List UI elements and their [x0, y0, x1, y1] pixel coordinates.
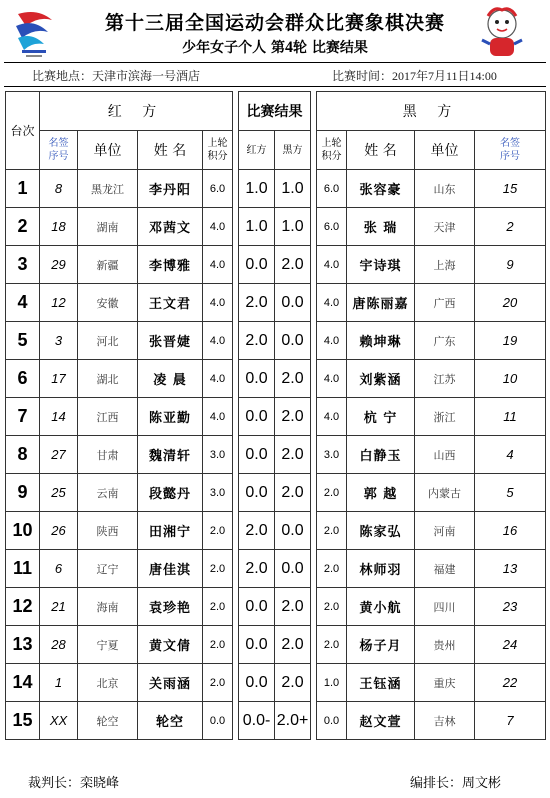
red-result: 0.0: [239, 664, 275, 702]
red-prev-header: [203, 131, 233, 170]
red-unit: 江西: [78, 398, 138, 436]
red-seed: 6: [40, 550, 78, 588]
red-player-name: 王文君: [138, 284, 203, 322]
red-seed: 29: [40, 246, 78, 284]
table-row: [6, 474, 546, 512]
red-player-name: 唐佳淇: [138, 550, 203, 588]
red-seed: 3: [40, 322, 78, 360]
red-player-name: 李博雅: [138, 246, 203, 284]
red-player-name: 李丹阳: [138, 170, 203, 208]
table-no: 6: [6, 360, 40, 398]
black-result-header: 黑方: [275, 131, 311, 170]
subtitle-prefix: 少年女子个人 第: [182, 40, 285, 56]
table-no: 15: [6, 702, 40, 740]
black-prev-score: 2.0: [317, 550, 347, 588]
red-prev-score: 4.0: [203, 246, 233, 284]
black-unit: 四川: [415, 588, 475, 626]
red-unit: 安徽: [78, 284, 138, 322]
black-prev-score: 4.0: [317, 398, 347, 436]
red-name-header: 姓 名: [138, 131, 203, 170]
table-row: [6, 246, 546, 284]
red-result: 2.0: [239, 550, 275, 588]
black-unit: 上海: [415, 246, 475, 284]
red-seed: 18: [40, 208, 78, 246]
red-result: 2.0: [239, 284, 275, 322]
red-unit: 黑龙江: [78, 170, 138, 208]
black-player-name: 白静玉: [347, 436, 415, 474]
black-seed: 11: [475, 398, 546, 436]
table-row: [6, 702, 546, 740]
red-unit: 宁夏: [78, 626, 138, 664]
black-prev-header-label: 上轮积分: [321, 138, 342, 162]
black-unit: 福建: [415, 550, 475, 588]
red-unit-header: 单位: [78, 131, 138, 170]
red-prev-score: 3.0: [203, 436, 233, 474]
red-player-name: 黄文倩: [138, 626, 203, 664]
black-prev-score: 2.0: [317, 588, 347, 626]
red-player-name: 陈亚勤: [138, 398, 203, 436]
black-player-name: 黄小航: [347, 588, 415, 626]
table-row: [6, 284, 546, 322]
red-player-name: 轮空: [138, 702, 203, 740]
red-unit: 陕西: [78, 512, 138, 550]
black-player-name: 王钰涵: [347, 664, 415, 702]
black-prev-score: 2.0: [317, 626, 347, 664]
black-prev-score: 4.0: [317, 360, 347, 398]
red-seed: 12: [40, 284, 78, 322]
table-row: [6, 588, 546, 626]
red-prev-header-label: 上轮积分: [207, 138, 228, 162]
red-result: 0.0: [239, 588, 275, 626]
red-prev-score: 4.0: [203, 398, 233, 436]
time-text: 比赛时间：2017年7月11日14:00: [332, 69, 497, 83]
red-seed: XX: [40, 702, 78, 740]
red-unit: 湖北: [78, 360, 138, 398]
table-no: 10: [6, 512, 40, 550]
black-seed: 10: [475, 360, 546, 398]
red-result: 0.0: [239, 398, 275, 436]
table-row: [6, 208, 546, 246]
black-prev-header: [317, 131, 347, 170]
red-seed: 26: [40, 512, 78, 550]
table-row: [6, 626, 546, 664]
black-unit: 重庆: [415, 664, 475, 702]
black-prev-score: 1.0: [317, 664, 347, 702]
result-header: 比赛结果: [239, 92, 311, 131]
black-seed: 7: [475, 702, 546, 740]
black-prev-score: 6.0: [317, 170, 347, 208]
red-result: 0.0: [239, 474, 275, 512]
black-result: 2.0: [275, 398, 311, 436]
header-rule: [4, 62, 546, 63]
page-title: 第十三届全国运动会群众比赛象棋决赛: [104, 12, 445, 34]
red-unit: 河北: [78, 322, 138, 360]
red-unit: 辽宁: [78, 550, 138, 588]
red-seed: 28: [40, 626, 78, 664]
black-seed-header-label: 名签序号: [500, 138, 521, 162]
page-header: [0, 0, 550, 62]
black-name-header: 姓 名: [347, 131, 415, 170]
red-result: 0.0: [239, 246, 275, 284]
red-unit: 北京: [78, 664, 138, 702]
black-prev-score: 4.0: [317, 246, 347, 284]
black-seed-header: [475, 131, 546, 170]
red-prev-score: 0.0: [203, 702, 233, 740]
black-unit: 贵州: [415, 626, 475, 664]
black-seed: 19: [475, 322, 546, 360]
black-seed: 22: [475, 664, 546, 702]
results-table: [5, 91, 546, 740]
black-seed: 15: [475, 170, 546, 208]
table-no: 8: [6, 436, 40, 474]
black-prev-score: 4.0: [317, 284, 347, 322]
black-unit: 河南: [415, 512, 475, 550]
red-prev-score: 4.0: [203, 360, 233, 398]
black-unit: 浙江: [415, 398, 475, 436]
meta-rule: [4, 86, 546, 87]
red-prev-score: 2.0: [203, 664, 233, 702]
red-prev-score: 2.0: [203, 512, 233, 550]
table-no: 1: [6, 170, 40, 208]
black-player-name: 杨子月: [347, 626, 415, 664]
table-no: 5: [6, 322, 40, 360]
black-prev-score: 3.0: [317, 436, 347, 474]
red-seed-header-label: 名签序号: [48, 138, 69, 162]
table-no-header: 台次: [6, 92, 40, 170]
black-seed: 4: [475, 436, 546, 474]
red-seed: 14: [40, 398, 78, 436]
black-result: 1.0: [275, 170, 311, 208]
red-player-name: 魏清轩: [138, 436, 203, 474]
black-unit: 广西: [415, 284, 475, 322]
black-result: 2.0: [275, 474, 311, 512]
black-player-name: 张 瑞: [347, 208, 415, 246]
red-seed: 8: [40, 170, 78, 208]
table-no: 2: [6, 208, 40, 246]
black-result: 2.0+: [275, 702, 311, 740]
black-seed: 20: [475, 284, 546, 322]
black-unit: 广东: [415, 322, 475, 360]
table-row: [6, 436, 546, 474]
table-row: [6, 322, 546, 360]
header-row-columns: [6, 131, 546, 170]
red-prev-score: 4.0: [203, 322, 233, 360]
red-prev-score: 2.0: [203, 626, 233, 664]
black-player-name: 赖坤琳: [347, 322, 415, 360]
black-result: 0.0: [275, 284, 311, 322]
red-result: 0.0-: [239, 702, 275, 740]
mascot-icon: [472, 4, 532, 62]
black-seed: 5: [475, 474, 546, 512]
black-prev-score: 4.0: [317, 322, 347, 360]
red-player-name: 凌 晨: [138, 360, 203, 398]
table-no: 14: [6, 664, 40, 702]
table-no: 9: [6, 474, 40, 512]
black-unit-header: 单位: [415, 131, 475, 170]
black-result: 0.0: [275, 512, 311, 550]
table-row: [6, 360, 546, 398]
black-result: 0.0: [275, 322, 311, 360]
editor: 编排长：周文彬: [410, 776, 502, 791]
black-prev-score: 6.0: [317, 208, 347, 246]
black-seed: 16: [475, 512, 546, 550]
red-unit: 新疆: [78, 246, 138, 284]
red-player-name: 田湘宁: [138, 512, 203, 550]
red-prev-score: 4.0: [203, 208, 233, 246]
red-player-name: 段懿丹: [138, 474, 203, 512]
games-logo-icon: [8, 6, 60, 60]
black-result: 0.0: [275, 550, 311, 588]
black-result: 2.0: [275, 246, 311, 284]
red-prev-score: 4.0: [203, 284, 233, 322]
black-player-name: 宇诗琪: [347, 246, 415, 284]
black-result: 2.0: [275, 664, 311, 702]
red-seed: 1: [40, 664, 78, 702]
subtitle-suffix: 轮 比赛结果: [293, 40, 368, 56]
black-seed: 2: [475, 208, 546, 246]
red-unit: 轮空: [78, 702, 138, 740]
red-result: 1.0: [239, 170, 275, 208]
black-player-name: 刘紫涵: [347, 360, 415, 398]
black-player-name: 林师羽: [347, 550, 415, 588]
black-result: 2.0: [275, 588, 311, 626]
black-prev-score: 2.0: [317, 474, 347, 512]
table-no: 4: [6, 284, 40, 322]
black-prev-score: 2.0: [317, 512, 347, 550]
red-result: 2.0: [239, 322, 275, 360]
red-player-name: 张晋婕: [138, 322, 203, 360]
page-subtitle: [70, 37, 480, 57]
black-unit: 内蒙古: [415, 474, 475, 512]
black-seed: 13: [475, 550, 546, 588]
table-no: 3: [6, 246, 40, 284]
black-player-name: 郭 越: [347, 474, 415, 512]
red-seed: 17: [40, 360, 78, 398]
black-player-name: 杭 宁: [347, 398, 415, 436]
table-row: [6, 398, 546, 436]
red-seed: 21: [40, 588, 78, 626]
red-player-name: 关雨涵: [138, 664, 203, 702]
red-seed: 27: [40, 436, 78, 474]
black-unit: 吉林: [415, 702, 475, 740]
red-seed: 25: [40, 474, 78, 512]
red-player-name: 袁珍艳: [138, 588, 203, 626]
red-result: 0.0: [239, 436, 275, 474]
red-unit: 云南: [78, 474, 138, 512]
black-unit: 江苏: [415, 360, 475, 398]
black-result: 2.0: [275, 626, 311, 664]
black-seed: 9: [475, 246, 546, 284]
red-prev-score: 6.0: [203, 170, 233, 208]
table-no: 11: [6, 550, 40, 588]
header-row-sections: [6, 92, 546, 131]
red-prev-score: 2.0: [203, 550, 233, 588]
red-result: 2.0: [239, 512, 275, 550]
black-player-name: 赵文萱: [347, 702, 415, 740]
black-unit: 天津: [415, 208, 475, 246]
black-unit: 山西: [415, 436, 475, 474]
red-unit: 甘肃: [78, 436, 138, 474]
black-prev-score: 0.0: [317, 702, 347, 740]
black-unit: 山东: [415, 170, 475, 208]
black-seed: 24: [475, 626, 546, 664]
black-result: 1.0: [275, 208, 311, 246]
black-player-name: 唐陈丽嘉: [347, 284, 415, 322]
red-result: 1.0: [239, 208, 275, 246]
red-player-name: 邓茜文: [138, 208, 203, 246]
table-no: 7: [6, 398, 40, 436]
table-no: 13: [6, 626, 40, 664]
black-player-name: 张容豪: [347, 170, 415, 208]
red-unit: 海南: [78, 588, 138, 626]
round-number: 4: [285, 39, 293, 56]
black-result: 2.0: [275, 436, 311, 474]
red-result-header: 红方: [239, 131, 275, 170]
table-no: 12: [6, 588, 40, 626]
red-result: 0.0: [239, 360, 275, 398]
black-seed: 23: [475, 588, 546, 626]
red-side-header: 红 方: [40, 92, 233, 131]
red-prev-score: 3.0: [203, 474, 233, 512]
table-row: [6, 512, 546, 550]
venue-text: 比赛地点：天津市滨海一号酒店: [32, 69, 201, 83]
table-row: [6, 664, 546, 702]
table-row: [6, 170, 546, 208]
red-result: 0.0: [239, 626, 275, 664]
red-seed-header: [40, 131, 78, 170]
table-row: [6, 550, 546, 588]
red-unit: 湖南: [78, 208, 138, 246]
black-side-header: 黑 方: [317, 92, 546, 131]
black-player-name: 陈家弘: [347, 512, 415, 550]
chief-referee: 裁判长：栾晓峰: [28, 776, 120, 791]
black-result: 2.0: [275, 360, 311, 398]
red-prev-score: 2.0: [203, 588, 233, 626]
